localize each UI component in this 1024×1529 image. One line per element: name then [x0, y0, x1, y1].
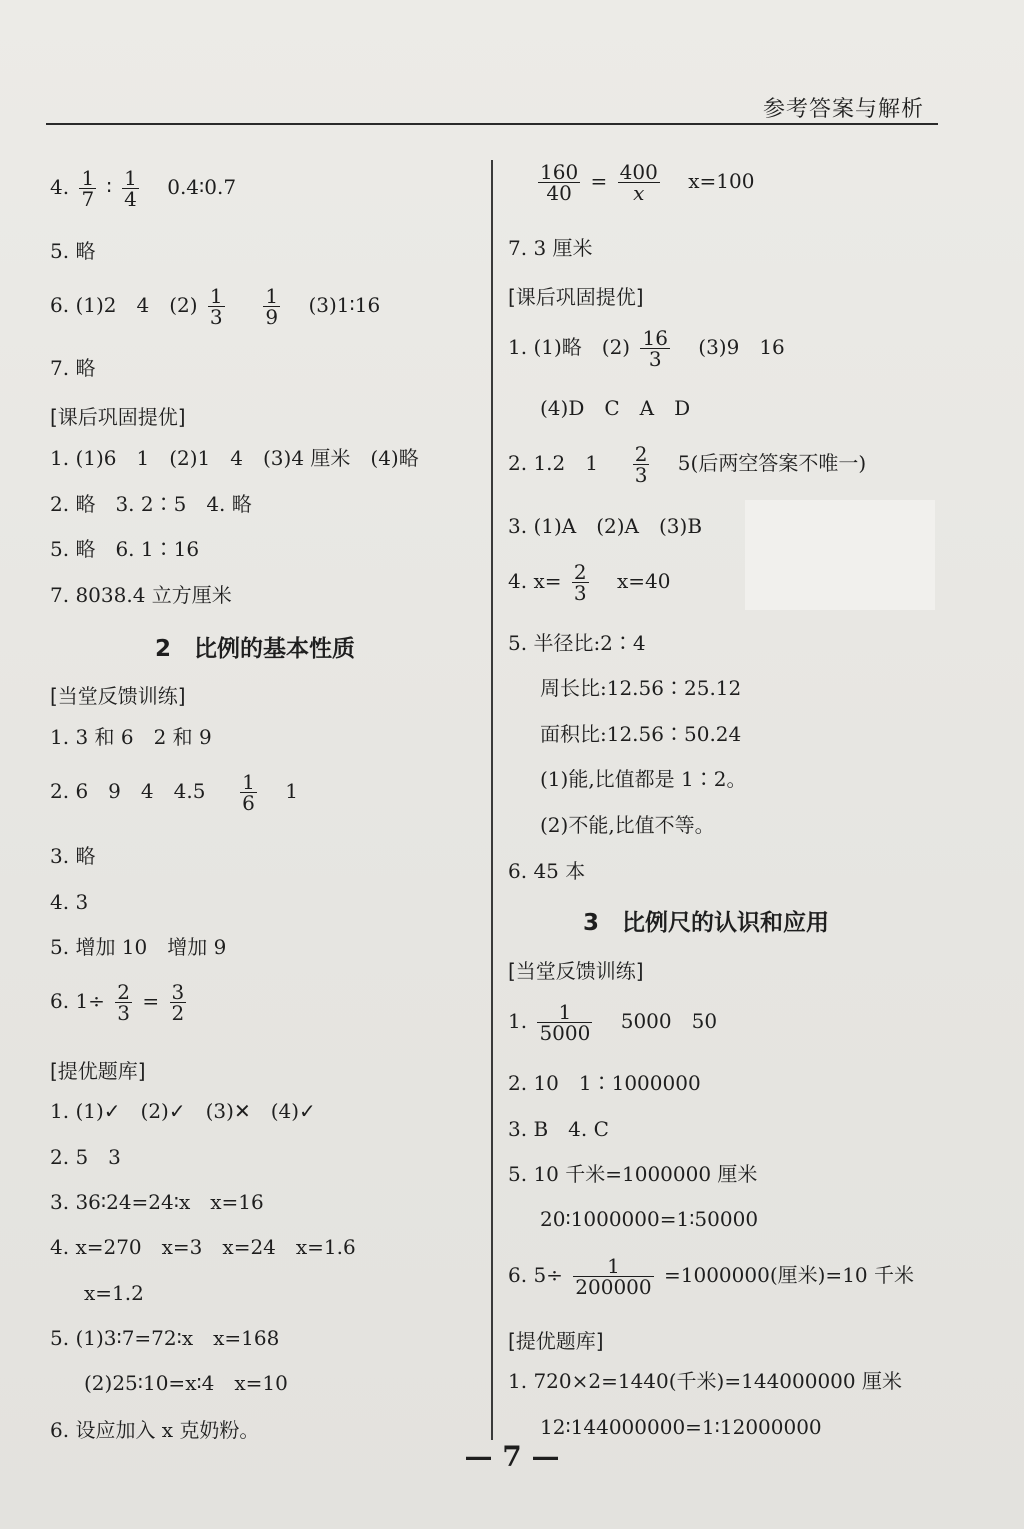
answer-line: 5. (1)3∶7=72∶x x=168	[50, 1326, 280, 1350]
answer-line: 5. 略	[50, 239, 96, 263]
header-title: 参考答案与解析	[762, 97, 924, 122]
answer-text: 4. x=	[508, 569, 562, 593]
numerator: 2	[573, 560, 587, 584]
numerator: 2	[634, 442, 648, 466]
numerator: 2	[117, 980, 131, 1004]
denominator: 3	[573, 581, 587, 605]
fraction	[122, 168, 139, 209]
answer-line: 5. 增加 10 增加 9	[50, 935, 227, 959]
answer-text: 6. (1)2 4 (2)	[50, 293, 198, 317]
answer-line: (4)D C A D	[540, 396, 691, 420]
answer-text: (3)1∶16	[308, 293, 381, 317]
equals-sign: =	[590, 169, 608, 193]
answer-line: 1. 720×2=1440(千米)=144000000 厘米	[508, 1369, 902, 1393]
answer-line: 7. 略	[50, 356, 96, 380]
answer-line: 周长比:12.56∶25.12	[540, 676, 742, 700]
answer-line	[534, 162, 754, 203]
page-number: — 7 —	[464, 1440, 560, 1473]
denominator: 3	[634, 463, 648, 487]
answer-line: 3. 略	[50, 844, 96, 868]
denominator: 40	[546, 181, 572, 205]
section-heading: [提优题库]	[50, 1059, 146, 1083]
answer-line	[508, 1256, 914, 1297]
answer-line: 6. 45 本	[508, 859, 586, 883]
fraction	[170, 982, 187, 1023]
denominator: 9	[265, 305, 279, 329]
numerator: 1	[573, 1256, 653, 1277]
answer-text: 1. (1)略 (2)	[508, 335, 631, 359]
numerator: 1	[209, 284, 223, 308]
redaction-patch	[745, 500, 935, 610]
fraction	[633, 444, 650, 485]
answer-line	[50, 772, 298, 813]
answer-number: 1.	[508, 1009, 528, 1033]
denominator: 5000	[539, 1021, 591, 1045]
denominator: 7	[81, 187, 95, 211]
denominator: x	[633, 181, 645, 205]
answer-line	[508, 328, 785, 369]
section-heading: [当堂反馈训练]	[50, 684, 186, 708]
answer-line	[50, 286, 380, 327]
answer-line: (2)不能,比值不等。	[540, 813, 715, 837]
answer-line: 7. 8038.4 立方厘米	[50, 583, 232, 607]
numerator: 1	[265, 284, 279, 308]
answer-line: 6. 设应加入 x 克奶粉。	[50, 1418, 260, 1442]
answer-line: 2. 略 3. 2∶5 4. 略	[50, 492, 252, 516]
column-divider	[491, 160, 493, 1440]
answer-line: 3. (1)A (2)A (3)B	[508, 514, 703, 538]
answer-line: (1)能,比值都是 1∶2。	[540, 767, 747, 791]
denominator: 2	[171, 1001, 185, 1025]
numerator: 400	[619, 160, 658, 184]
answer-line: 2. 10 1∶1000000	[508, 1071, 701, 1095]
answer-line: 5. 略 6. 1∶16	[50, 537, 200, 561]
answer-line: 20∶1000000=1∶50000	[540, 1207, 759, 1231]
denominator: 6	[242, 791, 255, 815]
answer-line	[50, 168, 236, 209]
answer-text: 5(后两空答案不唯一)	[677, 451, 867, 475]
section-heading: [课后巩固提优]	[508, 285, 644, 309]
denominator: 3	[209, 305, 223, 329]
answer-text: 2. 6 9 4 4.5	[50, 779, 206, 803]
fraction	[640, 328, 669, 369]
answer-text: x=100	[688, 169, 755, 193]
answer-line: 2. 5 3	[50, 1145, 121, 1169]
fraction	[115, 982, 132, 1023]
answer-line: 12∶144000000=1∶12000000	[540, 1415, 822, 1439]
answer-line: 3. B 4. C	[508, 1117, 609, 1141]
fraction	[208, 286, 225, 327]
answer-text: 6. 1÷	[50, 989, 105, 1013]
answer-line: 4. x=270 x=3 x=24 x=1.6	[50, 1235, 356, 1259]
answer-line	[50, 982, 190, 1023]
numerator: 160	[540, 160, 579, 184]
answer-text: 2. 1.2 1	[508, 451, 598, 475]
answer-line: x=1.2	[84, 1281, 144, 1305]
section-heading: [课后巩固提优]	[50, 405, 186, 429]
denominator: 4	[124, 187, 137, 211]
answer-line: 1. (1)✓ (2)✓ (3)✕ (4)✓	[50, 1099, 316, 1123]
fraction	[240, 772, 257, 813]
answer-text: 5000 50	[620, 1009, 718, 1033]
denominator: 3	[648, 347, 662, 371]
denominator: 3	[117, 1001, 131, 1025]
numerator: 1	[81, 166, 95, 190]
chapter-title: 2 比例的基本性质	[155, 636, 356, 662]
answer-line: 5. 10 千米=1000000 厘米	[508, 1162, 758, 1186]
numerator: 1	[124, 166, 137, 190]
answer-line: 5. 半径比:2∶4	[508, 631, 646, 655]
numerator: 1	[242, 770, 255, 794]
answer-text: x=40	[616, 569, 671, 593]
answer-text: 1	[285, 779, 298, 803]
answer-line: (2)25∶10=x∶4 x=10	[84, 1371, 288, 1395]
answer-text: =1000000(厘米)=10 千米	[664, 1263, 914, 1287]
answer-line: 3. 36∶24=24∶x x=16	[50, 1190, 264, 1214]
fraction	[79, 168, 96, 209]
answer-line	[508, 444, 866, 485]
answer-text: 6. 5÷	[508, 1263, 563, 1287]
answer-line	[508, 562, 670, 603]
section-heading: [提优题库]	[508, 1329, 604, 1353]
equals-sign: =	[142, 989, 160, 1013]
answer-line: 1. 3 和 6 2 和 9	[50, 725, 212, 749]
fraction	[538, 162, 580, 203]
fraction	[573, 1256, 653, 1297]
answer-text: 0.4∶0.7	[167, 175, 237, 199]
numerator: 3	[171, 980, 185, 1004]
answer-number: 4.	[50, 175, 70, 199]
answer-text: (3)9 16	[698, 335, 785, 359]
chapter-title: 3 比例尺的认识和应用	[583, 910, 830, 936]
numerator: 16	[642, 326, 668, 350]
answer-line: 4. 3	[50, 890, 89, 914]
fraction	[263, 286, 280, 327]
fraction	[572, 562, 589, 603]
numerator: 1	[537, 1002, 592, 1023]
ratio-colon: ∶	[106, 175, 112, 199]
fraction	[537, 1002, 592, 1043]
fraction	[618, 162, 660, 203]
denominator: 200000	[575, 1275, 652, 1299]
answer-line: 7. 3 厘米	[508, 236, 593, 260]
answer-line	[508, 1002, 717, 1043]
answer-line: 面积比:12.56∶50.24	[540, 722, 742, 746]
section-heading: [当堂反馈训练]	[508, 959, 644, 983]
answer-line: 1. (1)6 1 (2)1 4 (3)4 厘米 (4)略	[50, 446, 419, 470]
header-rule	[46, 123, 938, 125]
